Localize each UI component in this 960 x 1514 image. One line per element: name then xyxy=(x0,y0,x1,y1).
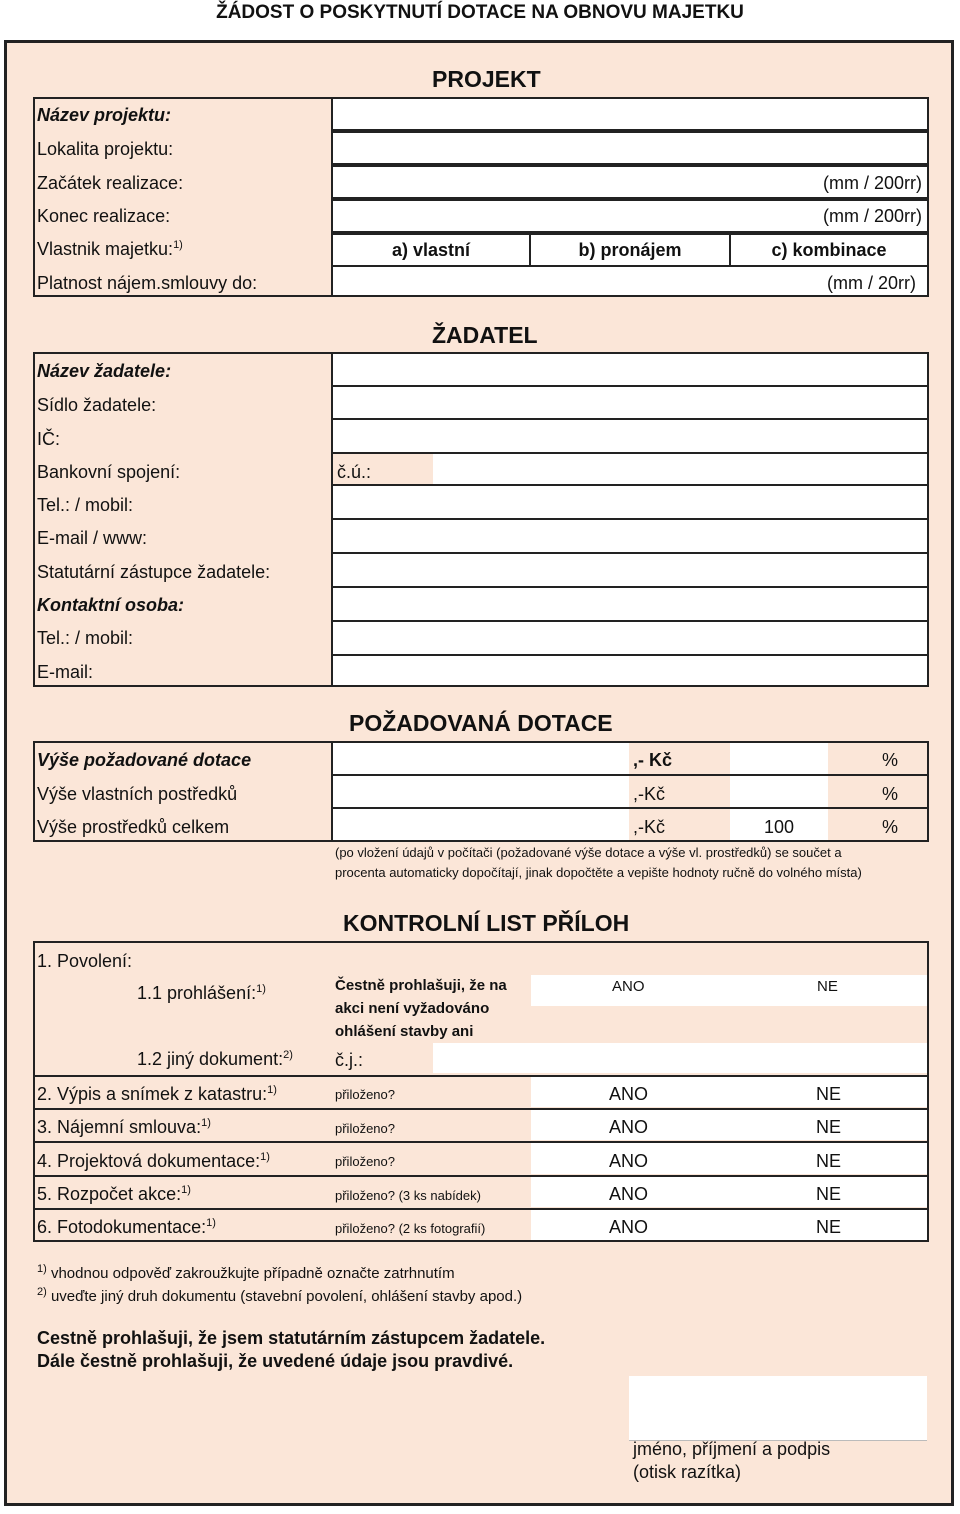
celkem-pct-value: 100 xyxy=(763,817,795,837)
projektova-answer-field[interactable] xyxy=(531,1143,927,1174)
celkem-amount-field[interactable] xyxy=(333,809,629,840)
prohlaseni-label: 1.1 prohlášení:$^{1)}$ xyxy=(137,983,266,1003)
celkem-unit: ,-Kč xyxy=(633,817,666,837)
zadatel-name-field[interactable] xyxy=(331,352,929,387)
dotace-pct-field[interactable] xyxy=(730,743,828,774)
dotace-note-2: procenta automaticky dopočítají, jinak dopočtěte a vepište hodnoty ručně do volného místa) xyxy=(335,865,862,880)
kontakt-email-field[interactable] xyxy=(331,654,929,687)
footnote-2: $^{2)}$ uveďte jiný druh dokumentu (stavební povolení, ohlášení stavby apod.) xyxy=(37,1286,523,1305)
povoleni-label: 1. Povolení: xyxy=(37,951,133,971)
prohlaseni-ne[interactable]: NE xyxy=(817,978,838,995)
zadatel-tel-field[interactable] xyxy=(331,484,929,520)
kontakt-label: Kontaktní osoba: xyxy=(37,595,184,615)
vlastni-amount-field[interactable] xyxy=(333,776,629,807)
najemni-prilozeno: přiloženo? xyxy=(335,1121,395,1136)
zacatek-hint: (mm / 200rr) xyxy=(823,173,922,193)
form-title: ŽÁDOST O POSKYTNUTÍ DOTACE NA OBNOVU MAJETKU xyxy=(216,2,744,23)
konec-hint: (mm / 200rr) xyxy=(823,206,922,226)
vlastnik-option-c-label: c) kombinace xyxy=(771,240,887,260)
kontakt-field[interactable] xyxy=(331,586,929,622)
dotace-pct-sign: % xyxy=(882,750,899,770)
celkem-pct-sign: % xyxy=(882,817,899,837)
kontakt-email-label: E-mail: xyxy=(37,662,94,682)
zacatek-label: Začátek realizace: xyxy=(37,173,184,193)
najemni-answer-field[interactable] xyxy=(531,1110,927,1140)
platnost-hint: (mm / 20rr) xyxy=(827,273,916,293)
zadatel-email-field[interactable] xyxy=(331,518,929,554)
projektova-ne[interactable]: NE xyxy=(816,1151,842,1171)
vlastnik-label: Vlastnik majetku:$^{1)}$ xyxy=(37,239,183,259)
rozpocet-label: 5. Rozpočet akce:$^{1)}$ xyxy=(37,1184,191,1204)
statutar-field[interactable] xyxy=(331,552,929,588)
zadatel-email-label: E-mail / www: xyxy=(37,528,148,548)
rozpocet-answer-field[interactable] xyxy=(531,1177,927,1207)
account-number-field[interactable] xyxy=(433,454,927,484)
rozpocet-ano[interactable]: ANO xyxy=(609,1184,649,1204)
account-number-label: č.ú.: xyxy=(337,462,372,482)
kontakt-tel-label: Tel.: / mobil: xyxy=(37,628,134,648)
najemni-ano[interactable]: ANO xyxy=(609,1117,649,1137)
vlastni-pct-sign: % xyxy=(882,784,899,804)
foto-prilozeno: přiloženo? (2 ks fotografií) xyxy=(335,1221,486,1236)
projekt-lokalita-field[interactable] xyxy=(331,131,929,165)
signature-field[interactable] xyxy=(629,1376,927,1441)
cj-label: č.j.: xyxy=(335,1050,364,1070)
prohlaseni-ano[interactable]: ANO xyxy=(612,978,645,995)
konec-label: Konec realizace: xyxy=(37,206,171,226)
vlastnik-option-a-label: a) vlastní xyxy=(391,240,471,260)
vlastnik-option-b-label: b) pronájem xyxy=(578,240,682,260)
foto-label: 6. Fotodokumentace:$^{1)}$ xyxy=(37,1217,216,1237)
kontakt-tel-field[interactable] xyxy=(331,620,929,656)
vlastni-unit: ,-Kč xyxy=(633,784,666,804)
projekt-name-label: Název projektu: xyxy=(37,105,172,125)
najemni-ne[interactable]: NE xyxy=(816,1117,842,1137)
dotace-heading: POŽADOVANÁ DOTACE xyxy=(349,710,613,736)
zadatel-ic-label: IČ: xyxy=(37,429,61,449)
katastr-answer-field[interactable] xyxy=(531,1077,927,1107)
zadatel-name-label: Název žadatele: xyxy=(37,361,172,381)
jiny-dokument-field[interactable] xyxy=(433,1043,927,1073)
declaration-line-1: Cestně prohlašuji, že jsem statutárním zástupcem žadatele. xyxy=(37,1328,546,1348)
footnote-1: $^{1)}$ vhodnou odpověď zakroužkujte případně označte zatrhnutím xyxy=(37,1263,455,1282)
zadatel-heading: ŽADATEL xyxy=(432,322,538,348)
rozpocet-prilozeno: přiloženo? (3 ks nabídek) xyxy=(335,1188,481,1203)
foto-ne[interactable]: NE xyxy=(816,1217,842,1237)
projekt-heading: PROJEKT xyxy=(432,66,541,92)
dotace-amount-field[interactable] xyxy=(333,743,629,774)
katastr-label: 2. Výpis a snímek z katastru:$^{1)}$ xyxy=(37,1084,277,1104)
projekt-name-field[interactable] xyxy=(331,97,929,131)
cestne-text-3: ohlášení stavby ani xyxy=(335,1023,474,1040)
projektova-ano[interactable]: ANO xyxy=(609,1151,649,1171)
declaration-line-2: Dále čestně prohlašuji, že uvedené údaje jsou pravdivé. xyxy=(37,1351,514,1371)
projektova-prilozeno: přiloženo? xyxy=(335,1154,395,1169)
jiny-dokument-label: 1.2 jiný dokument:$^{2)}$ xyxy=(137,1049,293,1069)
celkem-label: Výše prostředků celkem xyxy=(37,817,230,837)
dotace-unit: ,- Kč xyxy=(633,750,673,770)
najemni-label: 3. Nájemní smlouva:$^{1)}$ xyxy=(37,1117,211,1137)
platnost-label: Platnost nájem.smlouvy do: xyxy=(37,273,258,293)
kontrolni-heading: KONTROLNÍ LIST PŘÍLOH xyxy=(343,910,630,936)
signature-label-2: (otisk razítka) xyxy=(633,1462,742,1482)
zadatel-tel-label: Tel.: / mobil: xyxy=(37,495,134,515)
signature-label-1: jméno, příjmení a podpis xyxy=(633,1439,831,1459)
cestne-text-2: akci není vyžadováno xyxy=(335,1000,490,1017)
cestne-text-1: Čestně prohlašuji, že na xyxy=(335,977,507,994)
zadatel-ic-field[interactable] xyxy=(331,418,929,454)
prohlaseni-answer-field[interactable] xyxy=(531,975,927,1006)
foto-answer-field[interactable] xyxy=(531,1210,927,1240)
statutar-label: Statutární zástupce žadatele: xyxy=(37,562,271,582)
zadatel-sidlo-field[interactable] xyxy=(331,385,929,420)
projektova-label: 4. Projektová dokumentace:$^{1)}$ xyxy=(37,1151,270,1171)
projekt-lokalita-label: Lokalita projektu: xyxy=(37,139,174,159)
rozpocet-ne[interactable]: NE xyxy=(816,1184,842,1204)
vlastni-label: Výše vlastních postředků xyxy=(37,784,238,804)
foto-ano[interactable]: ANO xyxy=(609,1217,649,1237)
katastr-ne[interactable]: NE xyxy=(816,1084,842,1104)
vlastni-pct-field[interactable] xyxy=(730,776,828,807)
dotace-label: Výše požadované dotace xyxy=(37,750,252,770)
zadatel-sidlo-label: Sídlo žadatele: xyxy=(37,395,157,415)
zadatel-bank-label: Bankovní spojení: xyxy=(37,462,181,482)
katastr-prilozeno: přiloženo? xyxy=(335,1087,395,1102)
katastr-ano[interactable]: ANO xyxy=(609,1084,649,1104)
dotace-note-1: (po vložení údajů v počítači (požadované výše dotace a výše vl. prostředků) se součet a xyxy=(335,845,842,860)
